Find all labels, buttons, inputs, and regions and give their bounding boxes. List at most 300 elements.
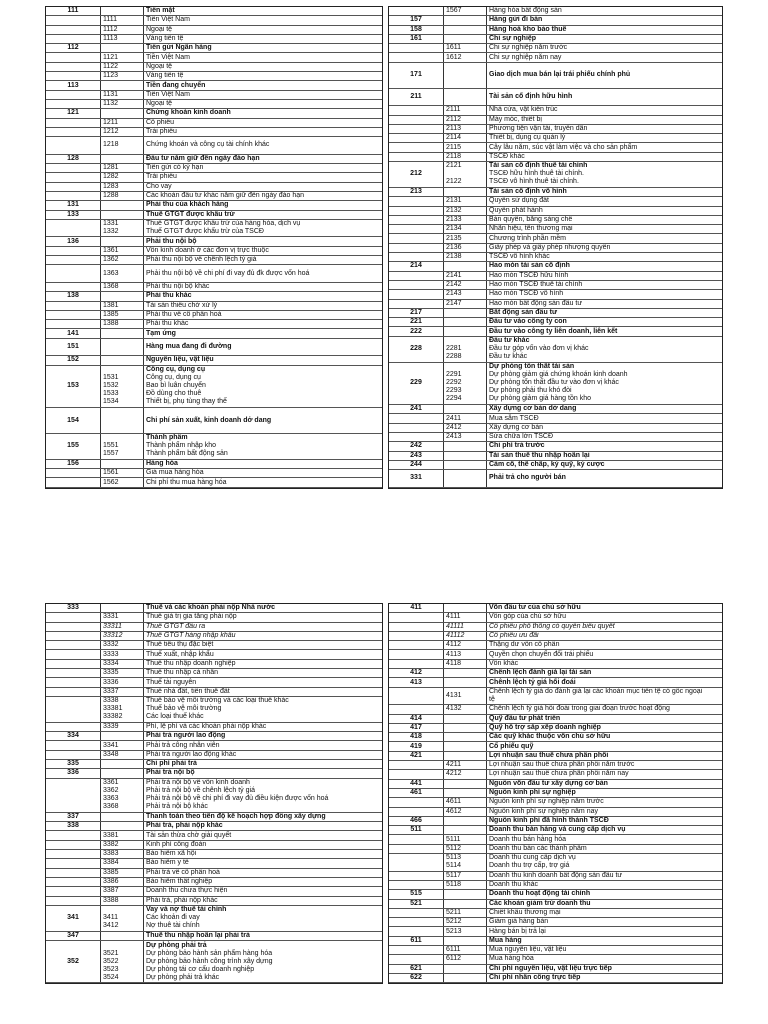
sub-account-codes	[101, 623, 144, 631]
sub-account-codes	[101, 366, 144, 408]
account-name-line: Thành phẩm nhập kho	[146, 442, 217, 450]
account-name-line: Thuế xuất, nhập khẩu	[146, 650, 214, 658]
sub-account-code: 4131	[446, 691, 462, 699]
account-row	[46, 63, 382, 72]
account-row	[46, 669, 382, 678]
account-name-line: Tiền Việt Nam	[146, 16, 190, 24]
account-row	[46, 760, 382, 769]
account-code	[389, 44, 444, 52]
account-name-line: Phương tiện vận tải, truyền dẫn	[489, 125, 588, 132]
account-name	[487, 26, 722, 34]
account-name	[144, 220, 382, 237]
account-name	[487, 900, 722, 908]
account-row	[389, 641, 722, 650]
sub-account-code: 2291	[446, 371, 462, 379]
account-code	[389, 290, 444, 298]
sub-account-codes	[101, 356, 144, 364]
account-name-line: Thành phẩm bất động sản	[146, 450, 228, 458]
sub-account-code: 3339	[103, 723, 119, 730]
account-row	[389, 363, 722, 406]
account-name-line: Trái phiếu	[146, 173, 177, 181]
account-code: 128	[46, 155, 101, 163]
account-name-line: Chương trình phần mềm	[489, 234, 566, 242]
account-name-line: Giá mua hàng hóa	[146, 469, 204, 477]
sub-account-codes	[444, 262, 487, 270]
sub-account-code: 2115	[446, 143, 462, 151]
account-name-line: Chứng khoán kinh doanh	[146, 109, 231, 117]
account-name	[487, 216, 722, 224]
account-name-line: Dự phòng bảo hành công trình xây dựng	[146, 957, 273, 965]
account-row	[46, 119, 382, 128]
account-code: 417	[389, 724, 444, 732]
sub-account-codes	[444, 26, 487, 34]
account-row	[389, 890, 722, 899]
sub-account-code: 3332	[103, 641, 119, 649]
account-code	[46, 688, 101, 696]
account-name-line: Các loại thuế khác	[146, 713, 204, 721]
account-name	[144, 329, 382, 337]
account-name-line: Chênh lệch tỷ giá hối đoái	[489, 678, 576, 686]
sub-account-codes	[101, 339, 144, 356]
account-row	[46, 292, 382, 301]
account-name-line: Phải thu về cổ phần hoá	[146, 310, 222, 318]
sub-account-codes	[101, 292, 144, 300]
sub-account-codes	[101, 469, 144, 477]
account-code	[46, 119, 101, 127]
account-name	[487, 927, 722, 935]
account-name	[487, 881, 722, 889]
sub-account-codes	[101, 669, 144, 677]
account-code	[46, 897, 101, 905]
account-row	[46, 641, 382, 650]
account-table-bottom-right	[388, 603, 723, 984]
account-name	[144, 751, 382, 759]
account-code	[389, 281, 444, 289]
account-row	[389, 225, 722, 234]
sub-account-codes	[444, 290, 487, 298]
account-name-line: Giảm giá hàng bán	[489, 918, 549, 926]
account-code	[389, 808, 444, 816]
account-row	[46, 320, 382, 329]
account-code	[389, 761, 444, 769]
account-name	[144, 760, 382, 768]
sub-account-code: 3381	[103, 831, 119, 839]
account-code: 171	[389, 63, 444, 88]
sub-account-codes	[444, 452, 487, 460]
account-name-line: Phải thu khác	[146, 320, 189, 328]
account-row	[389, 470, 722, 488]
account-row	[46, 100, 382, 109]
account-code: 352	[46, 941, 101, 983]
sub-account-codes	[444, 106, 487, 114]
sub-account-codes	[444, 16, 487, 24]
sub-account-code: 1281	[103, 164, 119, 172]
account-name	[487, 678, 722, 686]
sub-account-code: 1557	[103, 450, 119, 458]
sub-account-code: 3338	[103, 697, 119, 705]
sub-account-code: 1331	[103, 220, 119, 228]
account-name	[487, 424, 722, 432]
account-name	[487, 789, 722, 797]
account-name-line: Vốn đầu tư của chủ sở hữu	[489, 604, 581, 612]
sub-account-codes	[444, 890, 487, 898]
account-row	[46, 265, 382, 283]
sub-account-code: 2135	[446, 234, 462, 242]
account-code	[46, 641, 101, 649]
account-row	[389, 881, 722, 890]
account-row	[46, 220, 382, 238]
sub-account-codes	[444, 881, 487, 889]
account-name-line: Nguồn vốn đầu tư xây dựng cơ bản	[489, 779, 608, 787]
account-row	[46, 906, 382, 932]
account-row	[389, 153, 722, 162]
account-name-line: Thiết bị, dụng cụ quản lý	[489, 134, 566, 142]
sub-account-code: 1611	[446, 44, 462, 52]
sub-account-code: 1123	[103, 72, 119, 80]
account-name	[487, 442, 722, 450]
account-name-line: Hàng hoá kho bảo thuế	[489, 25, 567, 33]
account-row	[389, 604, 722, 613]
sub-account-code: 1131	[103, 90, 119, 98]
account-row	[46, 155, 382, 164]
account-code	[46, 869, 101, 877]
account-name-line: TSCĐ khác	[489, 152, 525, 160]
account-name	[144, 408, 382, 433]
account-row	[46, 732, 382, 741]
account-name	[487, 44, 722, 52]
account-name	[144, 356, 382, 364]
account-name	[144, 366, 382, 408]
account-row	[46, 283, 382, 292]
sub-account-codes	[444, 955, 487, 963]
sub-account-codes	[444, 927, 487, 935]
account-name-line: Thiết bị, phụ tùng thay thế	[146, 398, 227, 406]
account-name	[487, 309, 722, 317]
account-code	[389, 641, 444, 649]
account-name	[487, 724, 722, 732]
sub-account-code: 4212	[446, 770, 462, 778]
account-name-line: TSCĐ vô hình thuê tài chính.	[489, 178, 579, 186]
account-name-line: Vốn kinh doanh ở các đơn vị trực thuộc	[146, 246, 269, 254]
account-name	[144, 604, 382, 612]
sub-account-codes	[444, 188, 487, 196]
account-name-line: Nhãn hiệu, tên thương mại	[489, 225, 573, 233]
sub-account-codes	[101, 941, 144, 983]
account-code	[389, 414, 444, 422]
account-row	[46, 869, 382, 878]
sub-account-code: 1363	[103, 269, 119, 277]
sub-account-code: 3333	[103, 650, 119, 658]
account-name-line: Nợ thuê tài chính	[146, 922, 200, 930]
account-row	[389, 272, 722, 281]
account-row	[389, 234, 722, 243]
account-name-line: Máy móc, thiết bị	[489, 115, 542, 123]
sub-account-code: 1533	[103, 390, 119, 398]
account-code: 621	[389, 965, 444, 973]
account-name	[487, 965, 722, 973]
account-code	[46, 256, 101, 264]
account-name-line: Chênh lệch tỷ giá do đánh giá lại các khoản mục tiền tệ có gốc ngoại	[489, 687, 703, 695]
account-name-line: Tiền đang chuyển	[146, 81, 206, 89]
sub-account-codes	[101, 813, 144, 821]
sub-account-codes	[101, 311, 144, 319]
sub-account-codes	[444, 817, 487, 825]
account-row	[46, 408, 382, 434]
account-row	[389, 946, 722, 955]
account-name	[487, 143, 722, 151]
account-code	[46, 831, 101, 839]
account-name	[487, 845, 722, 853]
account-name	[487, 955, 722, 963]
account-code	[389, 225, 444, 233]
account-table-top-right	[388, 6, 723, 489]
account-row	[46, 72, 382, 81]
account-name-line: Hàng mua đang đi đường	[146, 342, 232, 350]
sub-account-code: 41112	[446, 632, 465, 640]
account-row	[46, 434, 382, 460]
account-name-line: Phải trả công nhân viên	[146, 741, 220, 749]
account-name-line: Mua hàng	[489, 936, 522, 944]
account-code	[46, 741, 101, 749]
account-code	[46, 247, 101, 255]
account-code	[46, 283, 101, 291]
sub-account-codes	[444, 742, 487, 750]
account-name-line: Chi sự nghiệp năm nay	[489, 53, 562, 61]
account-name	[144, 669, 382, 677]
sub-account-codes	[101, 932, 144, 940]
sub-account-codes	[101, 256, 144, 264]
account-name-line: Chi phí sản xuất, kinh doanh dở dang	[146, 416, 272, 424]
sub-account-code: 3348	[103, 750, 119, 758]
sub-account-code: 3334	[103, 659, 119, 667]
account-name	[144, 164, 382, 172]
sub-account-code: 3335	[103, 669, 119, 677]
account-name	[487, 660, 722, 668]
account-code: 421	[389, 752, 444, 760]
sub-account-codes	[101, 822, 144, 830]
account-name-line: Công cụ, dụng cụ	[146, 366, 206, 374]
account-row	[389, 955, 722, 964]
account-name	[487, 433, 722, 441]
account-name	[487, 946, 722, 954]
account-name	[144, 211, 382, 219]
account-code: 461	[389, 789, 444, 797]
account-row	[46, 256, 382, 265]
sub-account-code: 1361	[103, 246, 119, 254]
account-row	[46, 660, 382, 669]
sub-account-codes	[444, 937, 487, 945]
sub-account-codes	[444, 162, 487, 187]
account-row	[389, 854, 722, 872]
sub-account-code: 3382	[103, 840, 119, 848]
account-name-line: Nguồn kinh phí sự nghiệp năm trước	[489, 798, 604, 806]
account-name-line: Thuế nhà đất, tiền thuê đất	[146, 687, 230, 695]
account-name-line: Phải thu nội bộ về chi phí đi vay đủ đk được vốn hoá	[146, 269, 310, 277]
sub-account-code: 2143	[446, 290, 462, 298]
account-code: 341	[46, 906, 101, 931]
account-row	[46, 678, 382, 687]
account-code	[46, 265, 101, 282]
account-row	[389, 116, 722, 125]
account-name-line: Giao dịch mua bán lại trái phiếu chính phủ	[489, 71, 631, 79]
account-name	[144, 192, 382, 200]
account-name	[144, 237, 382, 245]
sub-account-codes	[101, 72, 144, 80]
account-name-line: Thuế GTGT đầu ra	[146, 622, 206, 630]
account-row	[46, 769, 382, 778]
account-name	[144, 44, 382, 52]
account-row	[389, 452, 722, 461]
account-row	[389, 623, 722, 632]
account-code: 221	[389, 318, 444, 326]
account-name	[487, 461, 722, 469]
account-name-line: Thuế tiêu thụ đặc biệt	[146, 641, 214, 649]
account-code	[389, 134, 444, 142]
account-name	[144, 339, 382, 356]
account-name	[144, 822, 382, 830]
sub-account-codes	[444, 442, 487, 450]
account-row	[389, 253, 722, 262]
account-row	[389, 909, 722, 918]
account-name	[144, 732, 382, 740]
account-name-line: Đầu tư nắm giữ đến ngày đáo hạn	[146, 154, 260, 162]
account-name-line: Hàng hóa	[146, 460, 178, 467]
sub-account-code: 4611	[446, 798, 462, 806]
sub-account-code: 1531	[103, 374, 119, 382]
account-code	[46, 91, 101, 99]
account-row	[389, 143, 722, 152]
account-name	[487, 281, 722, 289]
account-code	[389, 300, 444, 308]
sub-account-codes	[444, 414, 487, 422]
account-name-line: Xây dựng cơ bản	[489, 423, 544, 431]
account-name	[144, 53, 382, 61]
account-row	[389, 134, 722, 143]
account-name-line: Dự phòng phải thu khó đòi	[489, 387, 572, 395]
account-name	[144, 434, 382, 459]
account-name	[487, 188, 722, 196]
account-code: 111	[46, 7, 101, 15]
account-row	[389, 752, 722, 761]
sub-account-codes	[101, 760, 144, 768]
account-row	[389, 826, 722, 835]
account-row	[46, 460, 382, 469]
account-name	[144, 137, 382, 154]
account-name-line: Doanh thu kinh doanh bất động sản đầu tư	[489, 871, 623, 879]
account-name-line: Ngoại tệ	[146, 25, 173, 33]
sub-account-codes	[101, 878, 144, 886]
account-code	[46, 72, 101, 80]
account-code: 212	[389, 162, 444, 187]
account-row	[389, 433, 722, 442]
account-code	[46, 16, 101, 24]
sub-account-code: 3384	[103, 859, 119, 867]
account-code	[46, 779, 101, 812]
account-name	[487, 688, 722, 705]
account-row	[389, 761, 722, 770]
sub-account-code: 2122	[446, 178, 462, 186]
account-name	[487, 197, 722, 205]
account-row	[389, 808, 722, 817]
account-row	[389, 35, 722, 44]
sub-account-codes	[101, 247, 144, 255]
account-row	[389, 742, 722, 751]
account-name-line: Tiền gửi Ngân hàng	[146, 44, 212, 52]
sub-account-code: 1562	[103, 478, 119, 486]
account-name-line: Chi sự nghiệp năm trước	[489, 44, 568, 52]
account-name-line: Dự phòng tổn thất tài sản	[489, 363, 575, 371]
account-code: 121	[46, 109, 101, 117]
sub-account-code: 5212	[446, 918, 462, 926]
sub-account-codes	[101, 53, 144, 61]
account-name-line: Nhà cửa, vật kiến trúc	[489, 106, 558, 114]
account-row	[389, 281, 722, 290]
sub-account-code: 4118	[446, 659, 462, 667]
sub-account-code: 4211	[446, 761, 462, 769]
account-name	[144, 311, 382, 319]
account-name	[487, 808, 722, 816]
account-row	[46, 339, 382, 357]
account-row	[389, 53, 722, 62]
sub-account-code: 3411	[103, 914, 119, 922]
sub-account-code: 5111	[446, 835, 461, 843]
account-name	[487, 817, 722, 825]
account-name	[487, 872, 722, 880]
account-name-line: Hàng gửi đi bán	[489, 16, 543, 24]
account-row	[46, 164, 382, 173]
sub-account-code: 1381	[103, 301, 119, 309]
account-name-line: Sửa chữa lớn TSCĐ	[489, 433, 554, 441]
account-row	[389, 89, 722, 107]
account-name-line: Quyền sử dụng đất	[489, 197, 549, 205]
account-code: 138	[46, 292, 101, 300]
account-name-line: Phải trả nội bộ khác	[146, 803, 208, 811]
sub-account-code: 3412	[103, 922, 119, 930]
sub-account-codes	[101, 91, 144, 99]
account-name-line: Phải thu nội bộ về chênh lệch tỷ giá	[146, 256, 257, 264]
sub-account-codes	[101, 613, 144, 621]
sub-account-code: 2111	[446, 106, 461, 114]
account-row	[46, 302, 382, 311]
account-name-line: Chứng khoán và công cụ tài chính khác	[146, 141, 270, 149]
account-name	[144, 16, 382, 24]
account-name-line: Tiền Việt Nam	[146, 90, 190, 98]
account-row	[389, 125, 722, 134]
account-name-line: Đồ dùng cho thuê	[146, 390, 202, 398]
account-row	[389, 789, 722, 798]
sub-account-codes	[101, 201, 144, 209]
account-name-line: Hao mòn TSCĐ hữu hình	[489, 271, 569, 279]
account-row	[46, 469, 382, 478]
account-name-line: Dự phòng tổn thất đầu tư vào đơn vị khác	[489, 379, 619, 387]
sub-account-codes	[101, 119, 144, 127]
sub-account-codes	[444, 918, 487, 926]
account-name	[144, 897, 382, 905]
account-name-line: Hao mòn tài sản cố định	[489, 262, 570, 270]
account-code	[389, 7, 444, 15]
account-name	[487, 134, 722, 142]
sub-account-code: 6111	[446, 946, 461, 954]
account-name-line: Doanh thu khác	[489, 881, 539, 889]
account-code	[46, 220, 101, 237]
account-name-line: Doanh thu hoạt động tài chính	[489, 890, 591, 898]
account-code	[389, 207, 444, 215]
account-name	[144, 769, 382, 777]
sub-account-code: 2138	[446, 253, 462, 261]
sub-account-codes	[444, 272, 487, 280]
sub-account-code: 1212	[103, 128, 119, 135]
account-row	[46, 623, 382, 632]
